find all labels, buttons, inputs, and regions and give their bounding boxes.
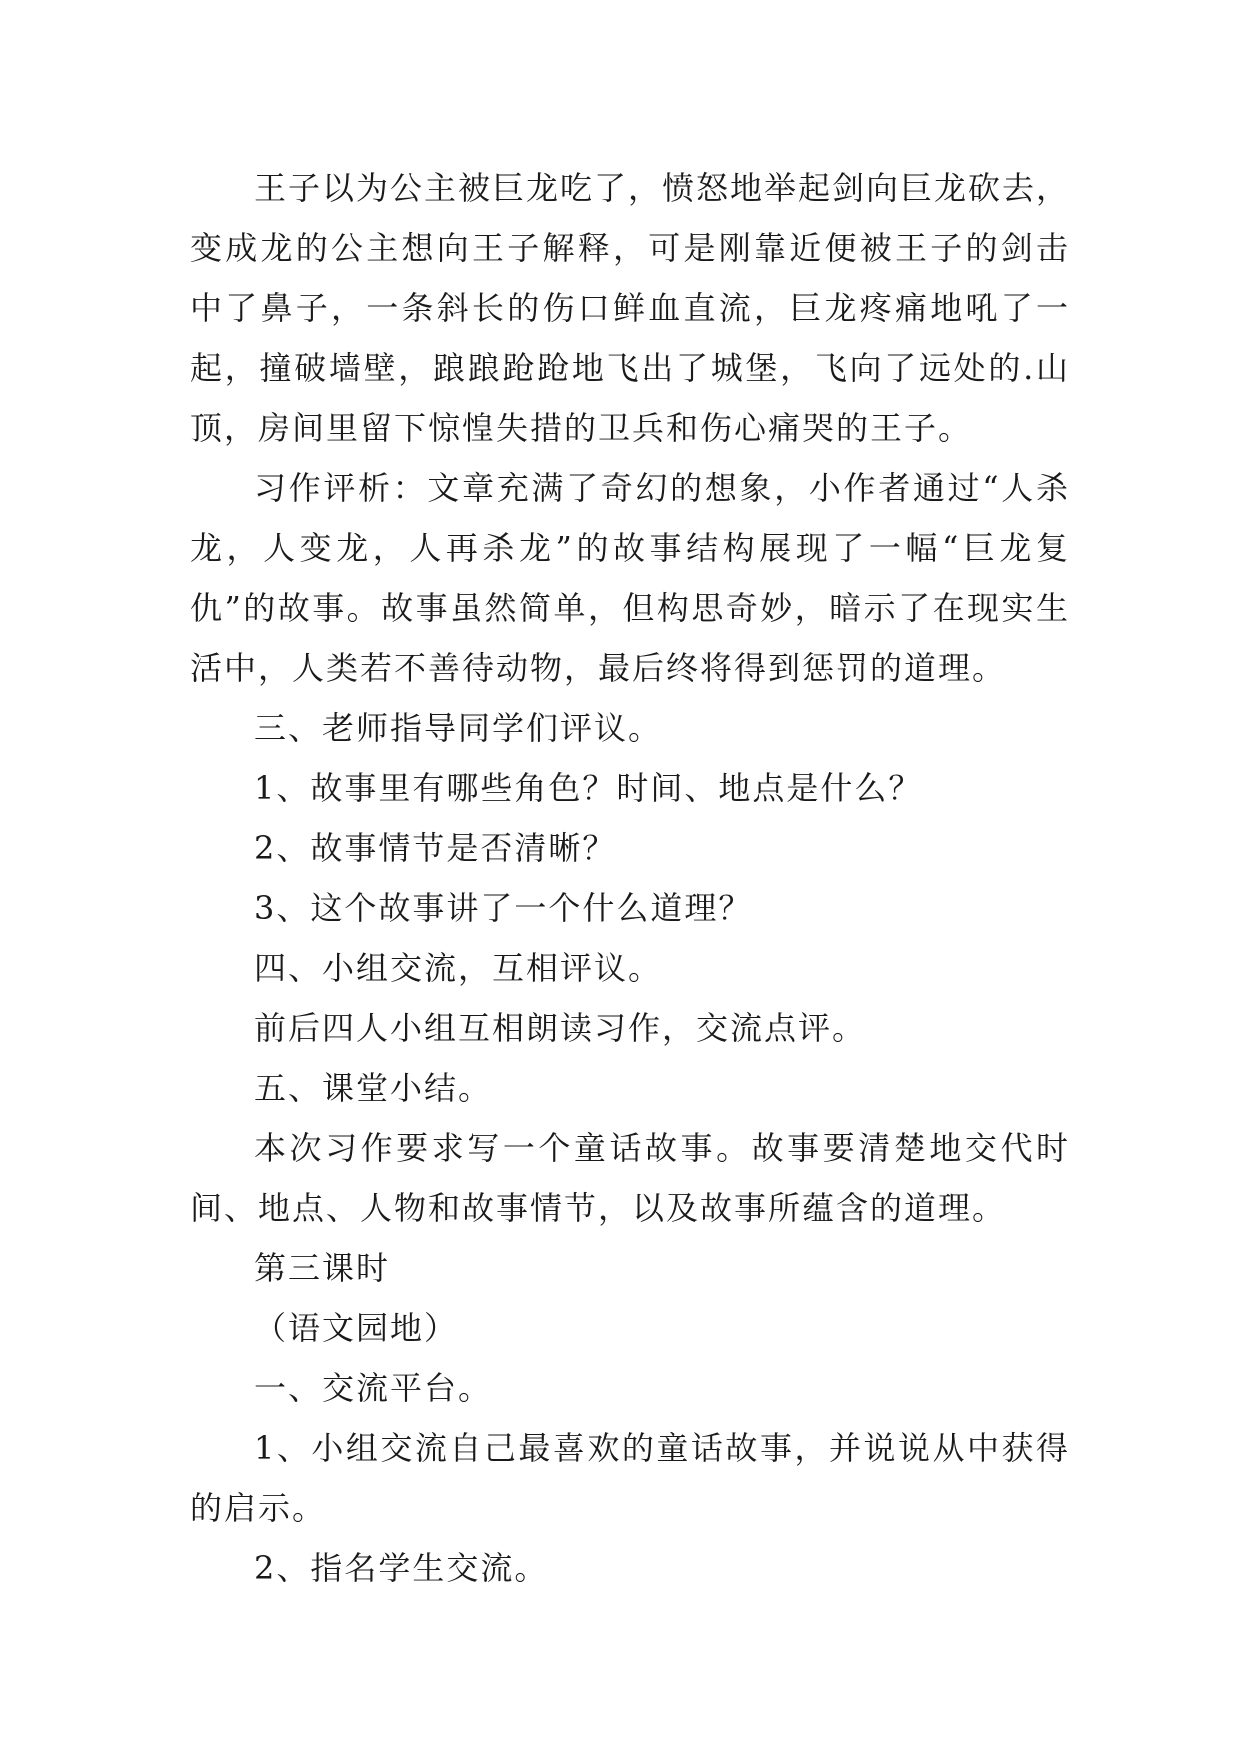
summary-paragraph: 本次习作要求写一个童话故事。故事要清楚地交代时间、地点、人物和故事情节，以及故事所蕴含的道理。 — [190, 1129, 1070, 1227]
story-paragraph: 王子以为公主被巨龙吃了，愤怒地举起剑向巨龙砍去，变成龙的公主想向王子解释，可是刚靠近便被王子的剑击中了鼻子，一条斜长的伤口鲜血直流，巨龙疼痛地吼了一起，撞破墙壁，踉踉跄跄地飞出了城堡，飞向了远处的.山顶，房间里留下惊惶失措的卫兵和伤心痛哭的王子。 — [190, 169, 1071, 447]
critique-paragraph: 习作评析：文章充满了奇幻的想象，小作者通过“人杀龙，人变龙，人再杀龙”的故事结构展现了一幅“巨龙复仇”的故事。故事虽然简单，但构思奇妙，暗示了在现实生活中，人类若不善待动物，最后终将得到惩罚的道理。 — [190, 469, 1070, 687]
section-heading-3: 三、老师指导同学们评议。 — [254, 709, 663, 747]
activity-item-2: 2、指名学生交流。 — [254, 1549, 549, 1587]
section-heading-4: 四、小组交流，互相评议。 — [254, 949, 663, 987]
section-heading-5: 五、课堂小结。 — [254, 1069, 493, 1107]
question-1: 1、故事里有哪些角色？时间、地点是什么？ — [254, 769, 923, 807]
question-3: 3、这个故事讲了一个什么道理？ — [254, 889, 753, 927]
document-page — [190, 158, 1070, 1598]
lesson-subtitle: （语文园地） — [254, 1309, 459, 1347]
section-heading-1: 一、交流平台。 — [254, 1369, 493, 1407]
question-2: 2、故事情节是否清晰？ — [254, 829, 617, 867]
lesson-title: 第三课时 — [254, 1249, 391, 1287]
group-activity-text: 前后四人小组互相朗读习作，交流点评。 — [254, 1009, 867, 1047]
activity-item-1: 1、小组交流自己最喜欢的童话故事，并说说从中获得的启示。 — [190, 1429, 1070, 1527]
